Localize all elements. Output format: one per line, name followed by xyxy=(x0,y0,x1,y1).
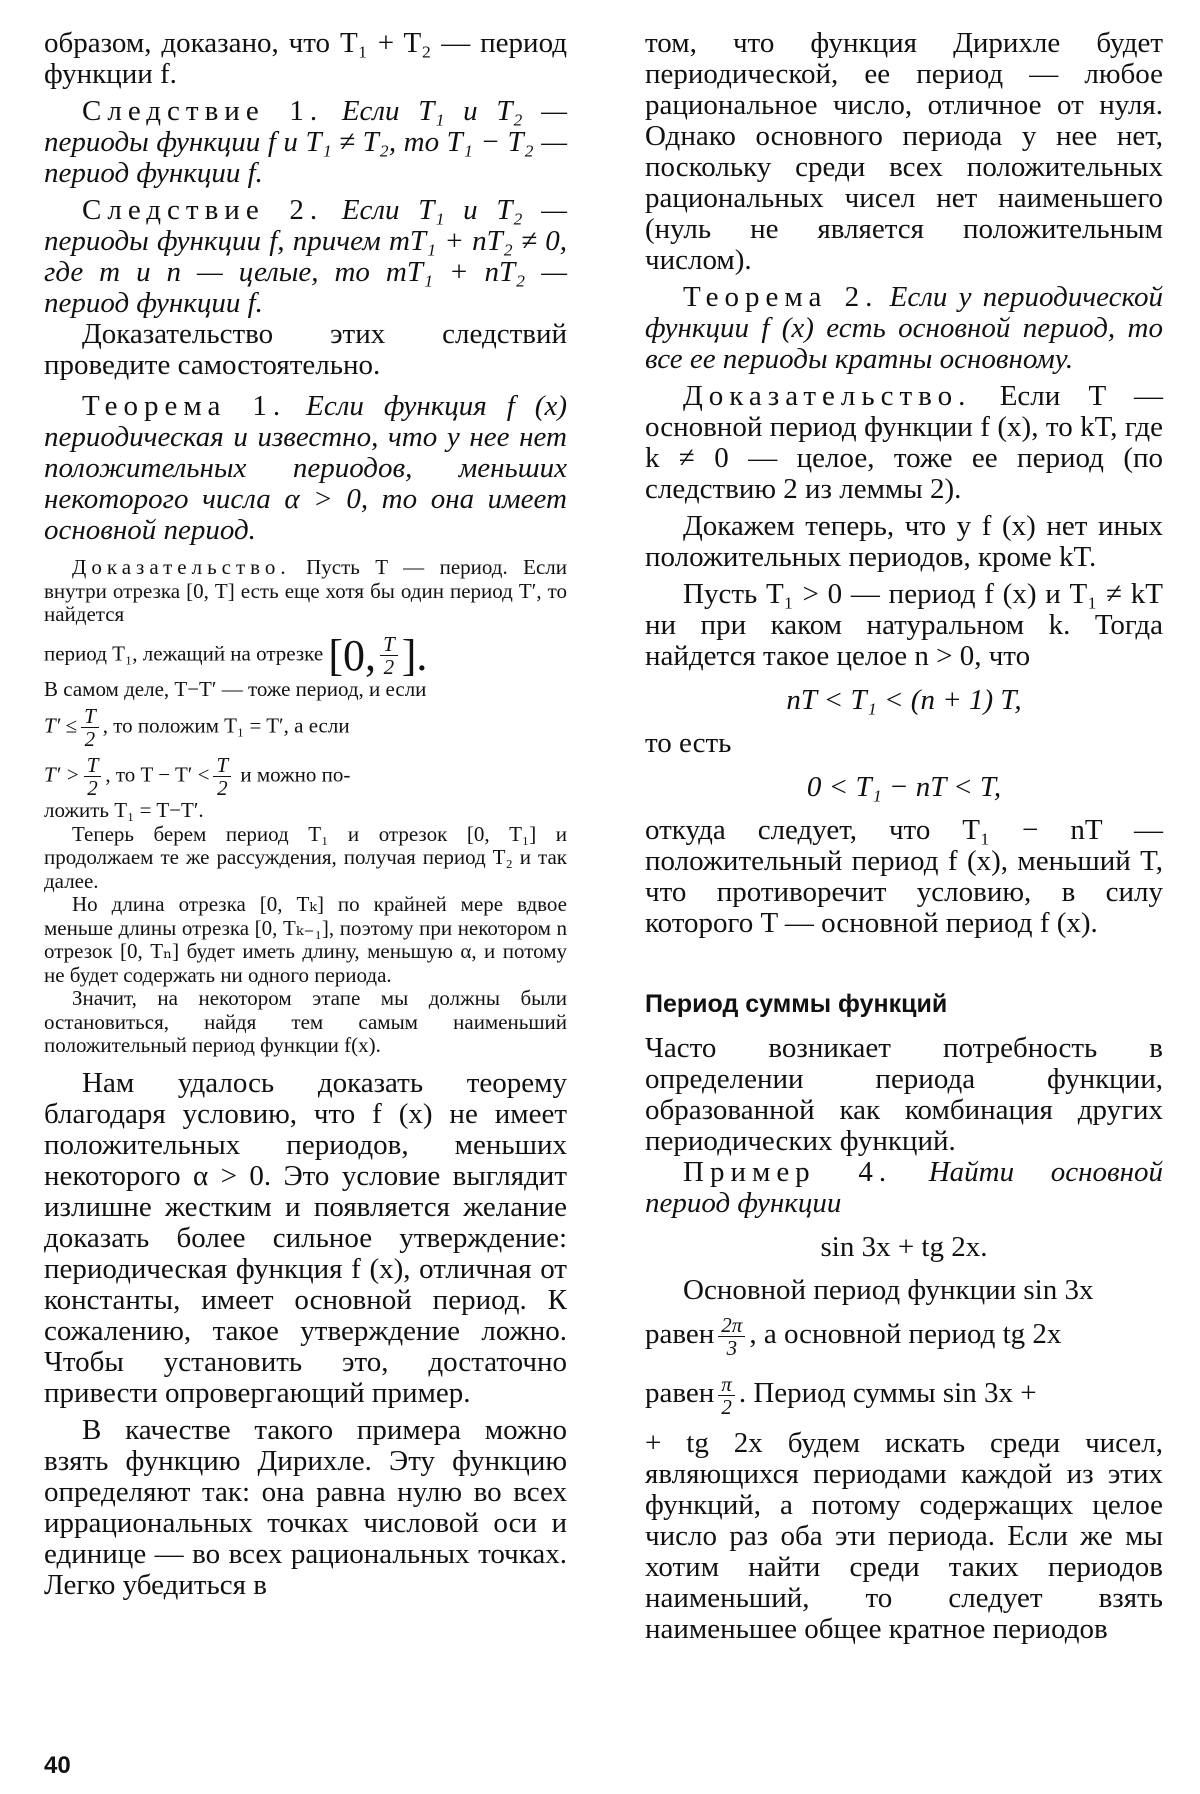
fraction-numerator: π xyxy=(718,1373,735,1396)
section-heading: Период суммы функций xyxy=(645,990,948,1018)
proof-line xyxy=(44,630,567,680)
proof-text: , то T − T′ < xyxy=(105,762,210,787)
fraction-numerator: T xyxy=(84,754,102,777)
formula: nT < T₁ < (n + 1) T, xyxy=(786,684,1022,716)
fraction xyxy=(380,633,398,678)
fraction-numerator: 2π xyxy=(718,1314,745,1337)
fraction-denominator: 2 xyxy=(84,727,96,752)
fraction xyxy=(81,705,99,750)
text: равен xyxy=(645,1318,715,1351)
fraction-numerator: T xyxy=(213,754,231,777)
proof-label: Доказательство. xyxy=(683,380,972,412)
proof-text: период T₁, лежащий на отрезке xyxy=(44,640,324,665)
paragraph: Пусть T₁ > 0 — период f (x) и T₁ ≠ kT ни при каком натуральном k. Тогда найдется такое целое n > 0, что xyxy=(645,578,1163,672)
paragraph: том, что функция Дирихле будет периодической, ее период — любое рациональное число, отличное от нуля. Однако основного периода у нее нет, поскольку среди всех положительных рациональных чисел нет наименьшего (нуль не является положительным числом). xyxy=(645,27,1163,276)
formula: sin 3x + tg 2x. xyxy=(820,1231,988,1263)
interval-close: ]. xyxy=(401,630,428,680)
fraction-numerator: T xyxy=(81,705,99,728)
fraction-denominator: 2 xyxy=(721,1395,732,1420)
paragraph: Нам удалось доказать теорему благодаря условию, что f (x) не имеет положительных периодов, меньших некоторого α > 0. Это условие выглядит излишне жестким и появляется желание доказать более сильное утверждение: периодическая функция f (x), отличная от константы, имеет основной период. К сожалению, такое утверждение ложно. Чтобы установить это, достаточно привести опровергающий пример. xyxy=(44,1066,567,1409)
paragraph: + tg 2x будем искать среди чисел, являющихся периодами каждой из этих функций, а потому содержащих целое число раз оба эти периода. Если же мы хотим найти среди таких периодов наименьший, то следует взять наименьшее общее кратное периодов xyxy=(645,1427,1163,1646)
paragraph: Часто возникает потребность в определении периода функции, образованной как комбинация других периодических функций. xyxy=(645,1032,1163,1157)
fraction-numerator: T xyxy=(380,633,398,656)
theorem-1 xyxy=(44,391,567,546)
corollary-2-label: Следствие 2. xyxy=(82,194,324,226)
right-column xyxy=(645,28,1163,1645)
paragraph-line xyxy=(645,1373,1163,1418)
example-4-label: Пример 4. xyxy=(683,1156,893,1188)
fraction xyxy=(718,1373,735,1418)
proof-text: T′ ≤ xyxy=(44,713,78,738)
text: равен xyxy=(645,1377,715,1410)
text: , а основной период tg 2x xyxy=(749,1318,1062,1351)
paragraph: Основной период функции sin 3x xyxy=(683,1274,1094,1306)
fraction xyxy=(213,754,231,799)
theorem-1-text: Если функция f (x) периодическая и известно, что у нее нет положительных периодов, меньших некоторого числа α > 0, то она имеет основной период. xyxy=(44,390,567,546)
text: . Период суммы sin 3x + xyxy=(738,1377,1037,1410)
proof-paragraph: Но длина отрезка [0, Tₖ] по крайней мере вдвое меньше длины отрезка [0, Tₖ₋₁], поэтому при некотором n отрезок [0, Tₙ] будет иметь длину, меньшую α, и потому не будет содержать ни одного периода. xyxy=(44,892,567,987)
proof-text: T′ > xyxy=(44,762,80,787)
proof-line xyxy=(44,754,567,799)
proof-text: , то положим T₁ = T′, а если xyxy=(102,713,350,738)
example-4-text: Найти основной период функции xyxy=(645,1156,1164,1219)
theorem-2-text: Если у периодической функции f (x) есть основной период, то все ее периоды кратны основному. xyxy=(645,281,1163,375)
fraction-denominator: 3 xyxy=(726,1336,738,1361)
proof-text: Пусть T — период. Если внутри отрезка [0, T] есть еще хотя бы один период T′, то найдется xyxy=(44,555,567,626)
proof-paragraph: Теперь берем период T₁ и отрезок [0, T₁] и продолжаем те же рассуждения, получая период T₂ и так далее. xyxy=(44,821,567,893)
corollary-2 xyxy=(44,195,567,319)
corollary-1 xyxy=(44,96,567,189)
proof-line: В самом деле, T−T′ — тоже период, и если xyxy=(44,676,427,701)
example-4 xyxy=(645,1157,1163,1219)
interval-open: [0, xyxy=(328,630,377,680)
proof-paragraph xyxy=(44,556,567,627)
fraction-denominator: 2 xyxy=(87,776,98,801)
proof-paragraph xyxy=(645,381,1163,505)
corollary-2-text: Если T₁ и T₂ — периоды функции f, причем mT₁ + nT₂ ≠ 0, где m и n — целые, то mT₁ + nT₂ — период функции f. xyxy=(44,194,567,319)
fraction xyxy=(84,754,102,799)
corollary-1-text: Если T₁ и T₂ — периоды функции f и T₁ ≠ T₂, то T₁ − T₂ — период функции f. xyxy=(44,95,567,189)
fraction-denominator: 2 xyxy=(383,654,395,679)
theorem-2 xyxy=(645,282,1163,375)
paragraph: откуда следует, что T₁ − nT — положительный период f (x), меньший T, что противоречит условию, в силу которого T — основной период f (x). xyxy=(645,814,1163,939)
formula: 0 < T₁ − nT < T, xyxy=(806,771,1002,803)
theorem-1-label: Теорема 1. xyxy=(82,390,287,422)
proof-label: Доказательство. xyxy=(72,555,291,579)
paragraph: Докажем теперь, что у f (x) нет иных положительных периодов, кроме kT. xyxy=(645,510,1163,573)
fraction-denominator: 2 xyxy=(217,776,228,801)
proof-line xyxy=(44,705,567,750)
paragraph-line xyxy=(645,1314,1163,1359)
paragraph: то есть xyxy=(645,727,732,759)
proof-paragraph: Значит, на некотором этапе мы должны были остановиться, найдя тем самым наименьший положительный период функции f(x). xyxy=(44,986,567,1058)
proof-text: Если T — основной период функции f (x), то kT, где k ≠ 0 — целое, тоже ее период (по следствию 2 из леммы 2). xyxy=(645,380,1163,505)
proof-line: ложить T₁ = T−T′. xyxy=(44,798,204,823)
corollary-1-label: Следствие 1. xyxy=(82,95,324,127)
left-column xyxy=(44,28,567,1601)
page-number: 40 xyxy=(44,1752,71,1779)
paragraph: Доказательство этих следствий проведите самостоятельно. xyxy=(44,318,567,381)
paragraph: образом, доказано, что T₁ + T₂ — период функции f. xyxy=(44,27,567,90)
paragraph: В качестве такого примера можно взять функцию Дирихле. Эту функцию определяют так: она равна нулю во всех иррациональных точках числовой оси и единице — во всех рациональных точках. Легко убедиться в xyxy=(44,1413,567,1601)
proof-text: и можно по- xyxy=(235,762,351,787)
fraction xyxy=(718,1314,745,1359)
theorem-2-label: Теорема 2. xyxy=(683,281,879,313)
